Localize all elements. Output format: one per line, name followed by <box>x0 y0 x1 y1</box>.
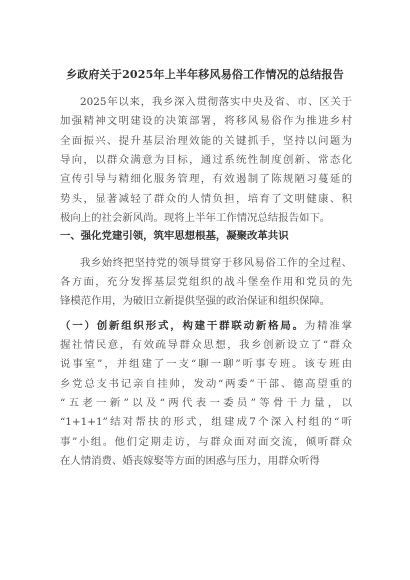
sub1-line: “1+1+1”结对帮扶的形式，组建成7个深入村组的“听 <box>60 416 352 429</box>
subsection-1-heading: （一）创新组织形式，构建干群联动新格局。 <box>60 320 305 332</box>
intro-line: 宣传引导与精细化服务管理，有效遏制了陈规陋习蔓延的 <box>60 173 352 186</box>
subsection-1-first-tail: 为精准掌 <box>304 320 353 332</box>
sub1-line: 乡党总支书记亲自挂帅，发动“两委”干部、德高望重的 <box>60 377 352 390</box>
sub1-line: “五老一新”以及“两代表一委员”等骨干力量，以 <box>60 396 352 409</box>
intro-line: 极向上的社会新风尚。现将上半年工作情况总结报告如下。 <box>60 211 331 224</box>
intro-line: 势头，显著减轻了群众的人情负担，培育了文明健康、积 <box>60 192 352 205</box>
sub1-line: 在人情消费、婚丧嫁娶等方面的困惑与压力，用群众听得 <box>60 454 320 467</box>
sec1-line: 我乡始终把坚持党的领导贯穿于移风易俗工作的全过程、 <box>80 257 352 269</box>
intro-line: 全面振兴、提升基层治理效能的关键抓手，坚持以问题为 <box>60 134 352 147</box>
intro-line: 加强精神文明建设的决策部署，将移风易俗作为推进乡村 <box>60 115 352 128</box>
document-title: 乡政府关于2025年上半年移风易俗工作情况的总结报告 <box>66 68 344 81</box>
sec1-line: 各方面，充分发挥基层党组织的战斗堡垒作用和党员的先 <box>60 276 352 288</box>
sub1-line: 说事室”，并组建了一支“聊一聊”听事专班。该专班由 <box>60 358 352 371</box>
sub1-line: 握社情民意，有效疏导群众思想，我乡创新设立了“群众 <box>60 339 352 351</box>
section-1-heading: 一、强化党建引领，筑牢思想根基，凝聚改革共识 <box>60 230 289 242</box>
sub1-line: 事”小组。他们定期走访，与群众面对面交流，倾听群众 <box>60 435 352 448</box>
subsection-1-first-line <box>60 319 352 333</box>
sec1-line: 锋模范作用，为破旧立新提供坚强的政治保证和组织保障。 <box>60 295 331 307</box>
intro-line: 导向，以群众满意为目标，通过系统性制度创新、常态化 <box>60 153 352 166</box>
intro-line: 2025年以来，我乡深入贯彻落实中央及省、市、区关于 <box>80 96 352 108</box>
